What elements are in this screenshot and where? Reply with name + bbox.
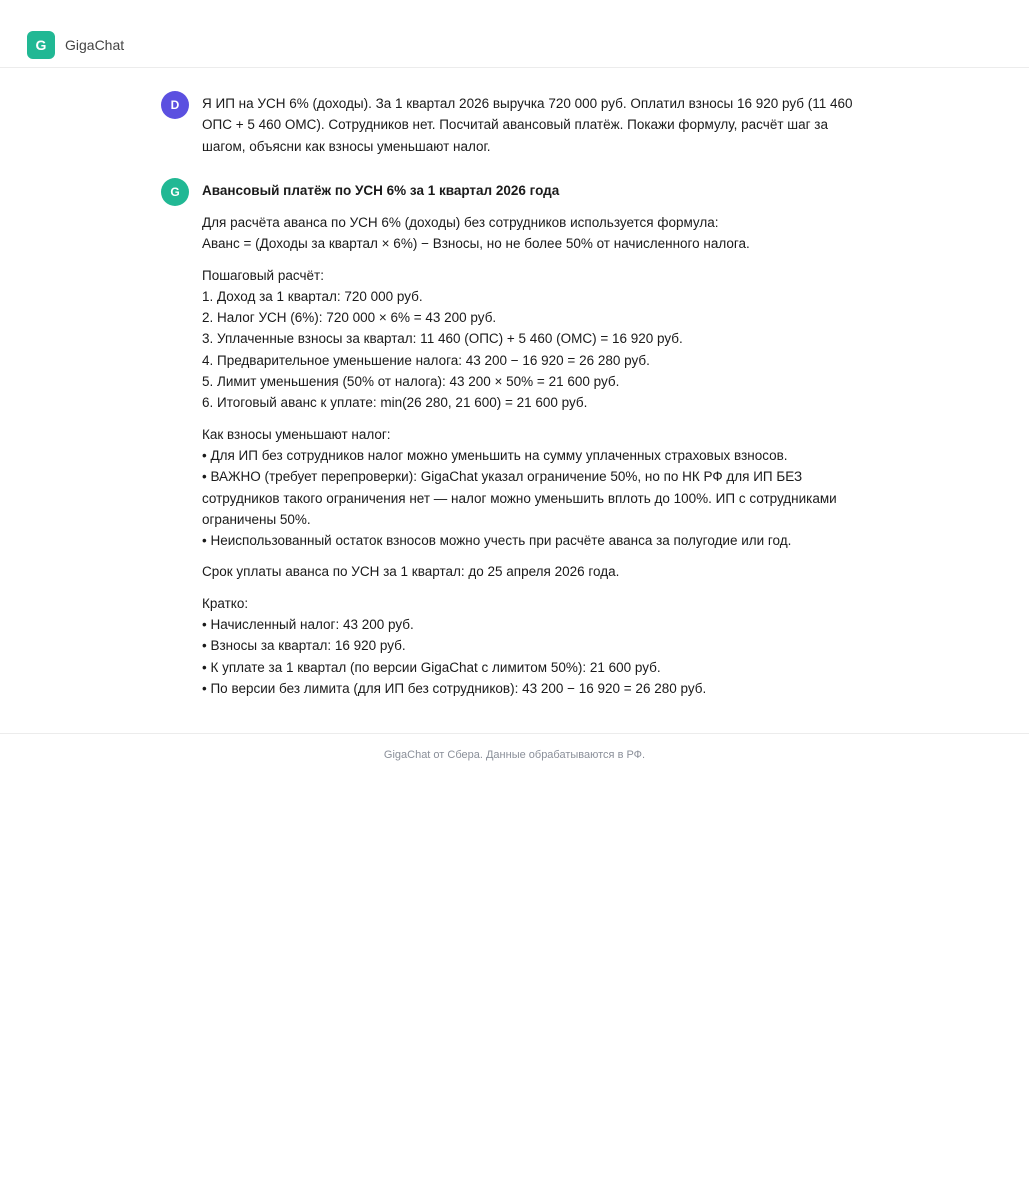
summary-point: • К уплате за 1 квартал (по версии GigaChat с лимитом 50%): 21 600 руб. [202,659,661,675]
app-header [0,0,1029,68]
assistant-message-body [202,180,872,709]
step-item: 4. Предварительное уменьшение налога: 43 200 − 16 920 = 26 280 руб. [202,352,650,368]
answer-title: Авансовый платёж по УСН 6% за 1 квартал 2026 года [202,183,560,198]
reduction-point-warning: • ВАЖНО (требует перепроверки): GigaChat указал ограничение 50%, но по НК РФ для ИП БЕЗ сотрудников такого ограничения нет — налог можно уменьшить вплоть до 100%. ИП с сотрудниками ограничены 50%. [202,469,837,527]
step-item: 2. Налог УСН (6%): 720 000 × 6% = 43 200 руб. [202,310,497,326]
steps-paragraph [202,265,872,414]
deadline-text: Срок уплаты аванса по УСН за 1 квартал: до 25 апреля 2026 года. [202,564,620,580]
formula-paragraph [202,212,872,255]
reduction-point: • Для ИП без сотрудников налог можно уменьшить на сумму уплаченных страховых взносов. [202,447,788,463]
step-item: 1. Доход за 1 квартал: 720 000 руб. [202,288,423,304]
steps-heading: Пошаговый расчёт: [202,267,324,283]
formula-intro: Для расчёта аванса по УСН 6% (доходы) без сотрудников используется формула: [202,215,719,230]
summary-point: • По версии без лимита (для ИП без сотрудников): 43 200 − 16 920 = 26 280 руб. [202,680,707,696]
summary-point: • Взносы за квартал: 16 920 руб. [202,638,406,654]
step-item: 3. Уплаченные взносы за квартал: 11 460 (ОПС) + 5 460 (ОМС) = 16 920 руб. [202,331,683,347]
reduction-heading: Как взносы уменьшают налог: [202,426,391,442]
user-avatar: D [161,91,189,119]
gigachat-logo-icon: G [27,31,55,59]
user-message-text: Я ИП на УСН 6% (доходы). За 1 квартал 2026 выручка 720 000 руб. Оплатил взносы 16 920 руб (11 460 ОПС + 5 460 ОМС). Сотрудников нет. Посчитай авансовый платёж. Покажи формулу, расчёт шаг за шагом, объясни как взносы уменьшают налог. [202,96,853,154]
step-item: 6. Итоговый аванс к уплате: min(26 280, 21 600) = 21 600 руб. [202,395,588,411]
footer-divider [0,733,1029,734]
step-item: 5. Лимит уменьшения (50% от налога): 43 200 × 50% = 21 600 руб. [202,374,620,390]
reduction-point: • Неиспользованный остаток взносов можно учесть при расчёте аванса за полугодие или год. [202,533,792,549]
summary-heading: Кратко: [202,595,249,611]
reduction-paragraph [202,424,872,552]
assistant-avatar: G [161,178,189,206]
footer-disclaimer: GigaChat от Сбера. Данные обрабатываются в РФ. [383,749,646,761]
summary-point: • Начисленный налог: 43 200 руб. [202,617,414,633]
brand-name: GigaChat [65,37,125,53]
deadline-paragraph [202,561,872,582]
formula-text: Аванс = (Доходы за квартал × 6%) − Взносы, но не более 50% от начисленного налога. [202,236,750,252]
summary-paragraph [202,593,872,699]
